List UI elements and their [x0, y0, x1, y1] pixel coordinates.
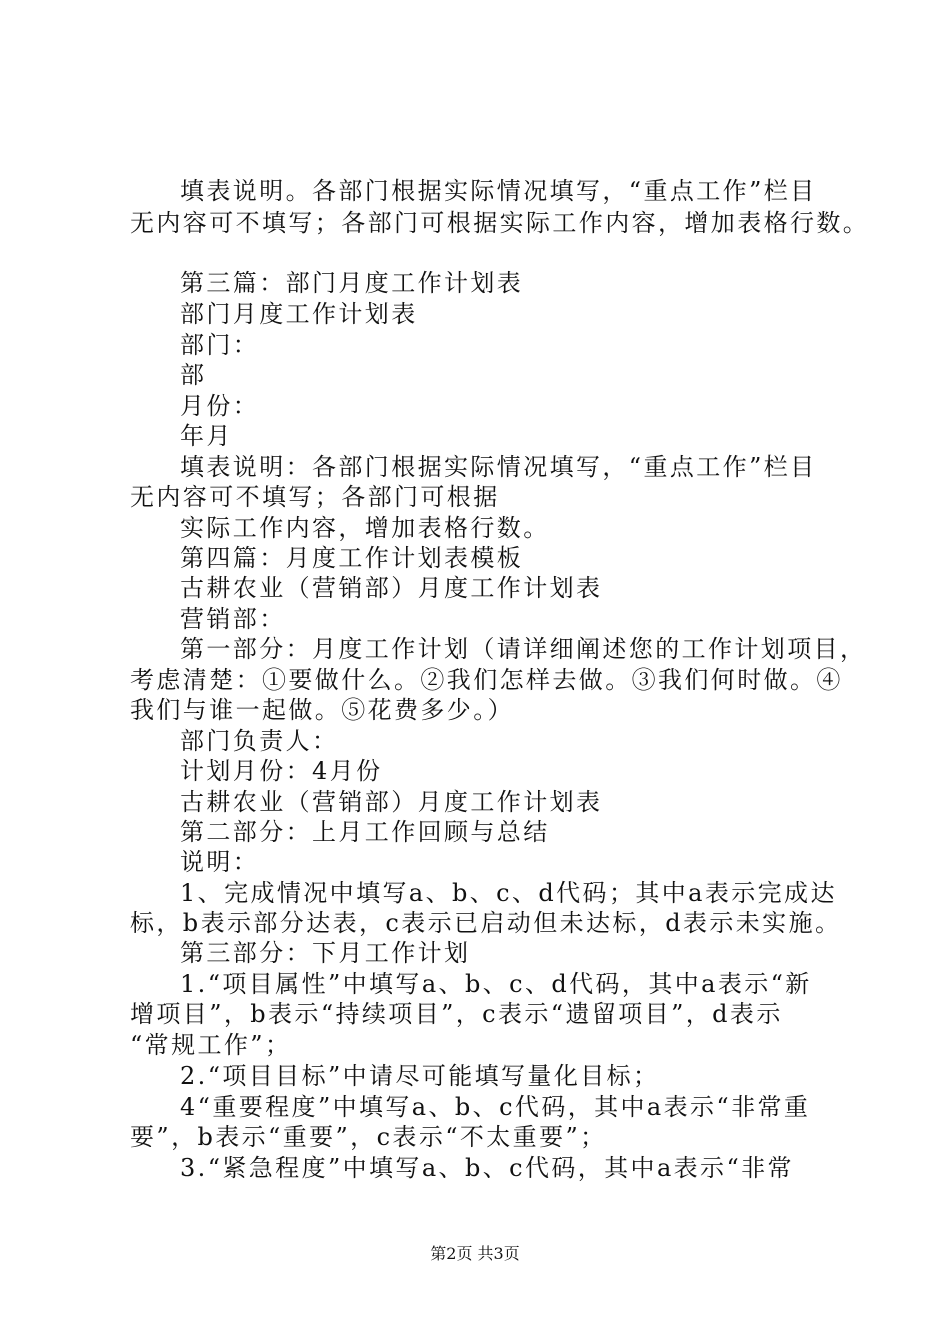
text-line: 无内容可不填写；各部门可根据 — [130, 483, 500, 511]
text-line: 月份： — [180, 392, 260, 420]
text-line: 营销部： — [180, 605, 286, 633]
text-line: 实际工作内容，增加表格行数。 — [180, 514, 550, 542]
text-line: 1.“项目属性”中填写a、b、c、d代码，其中a表示“新 — [180, 970, 812, 998]
text-line: 标，b表示部分达表，c表示已启动但未达标，d表示未实施。 — [130, 909, 842, 937]
text-line: 古耕农业（营销部）月度工作计划表 — [180, 574, 603, 602]
page-footer: 第2页 共3页 — [430, 1244, 520, 1263]
text-line: 说明： — [180, 848, 260, 876]
section-heading: 第四篇：月度工作计划表模板 — [180, 544, 524, 572]
text-line: 第二部分：上月工作回顾与总结 — [180, 818, 550, 846]
text-line: 2.“项目目标”中请尽可能填写量化目标； — [180, 1062, 660, 1090]
text-line: 3.“紧急程度”中填写a、b、c代码，其中a表示“非常 — [180, 1154, 794, 1182]
text-line: 我们与谁一起做。⑤花费多少。） — [130, 696, 514, 724]
text-line: 计划月份：4月份 — [180, 757, 383, 785]
text-line: 增项目”，b表示“持续项目”，c表示“遗留项目”，d表示 — [130, 1000, 783, 1028]
text-line: 部 — [180, 361, 207, 389]
text-line: “常规工作”； — [130, 1031, 292, 1059]
text-line: 年月 — [180, 422, 233, 450]
text-line: 古耕农业（营销部）月度工作计划表 — [180, 788, 603, 816]
text-line: 填表说明。各部门根据实际情况填写，“重点工作”栏目 — [180, 177, 817, 205]
section-heading: 第三篇：部门月度工作计划表 — [180, 269, 524, 297]
text-line: 无内容可不填写；各部门可根据实际工作内容，增加表格行数。 — [130, 209, 870, 237]
text-line: 4“重要程度”中填写a、b、c代码，其中a表示“非常重 — [180, 1093, 811, 1121]
text-line: 第一部分：月度工作计划（请详细阐述您的工作计划项目， — [180, 635, 867, 663]
text-line: 填表说明：各部门根据实际情况填写，“重点工作”栏目 — [180, 453, 817, 481]
text-line: 部门负责人： — [180, 727, 339, 755]
text-line: 第三部分：下月工作计划 — [180, 939, 471, 967]
text-line: 要”，b表示“重要”，c表示“不太重要”； — [130, 1123, 607, 1151]
text-line: 考虑清楚：①要做什么。②我们怎样去做。③我们何时做。④ — [130, 666, 843, 694]
text-line: 部门月度工作计划表 — [180, 300, 418, 328]
text-line: 部门： — [180, 331, 260, 359]
text-line: 1、完成情况中填写a、b、c、d代码；其中a表示完成达 — [180, 879, 837, 907]
